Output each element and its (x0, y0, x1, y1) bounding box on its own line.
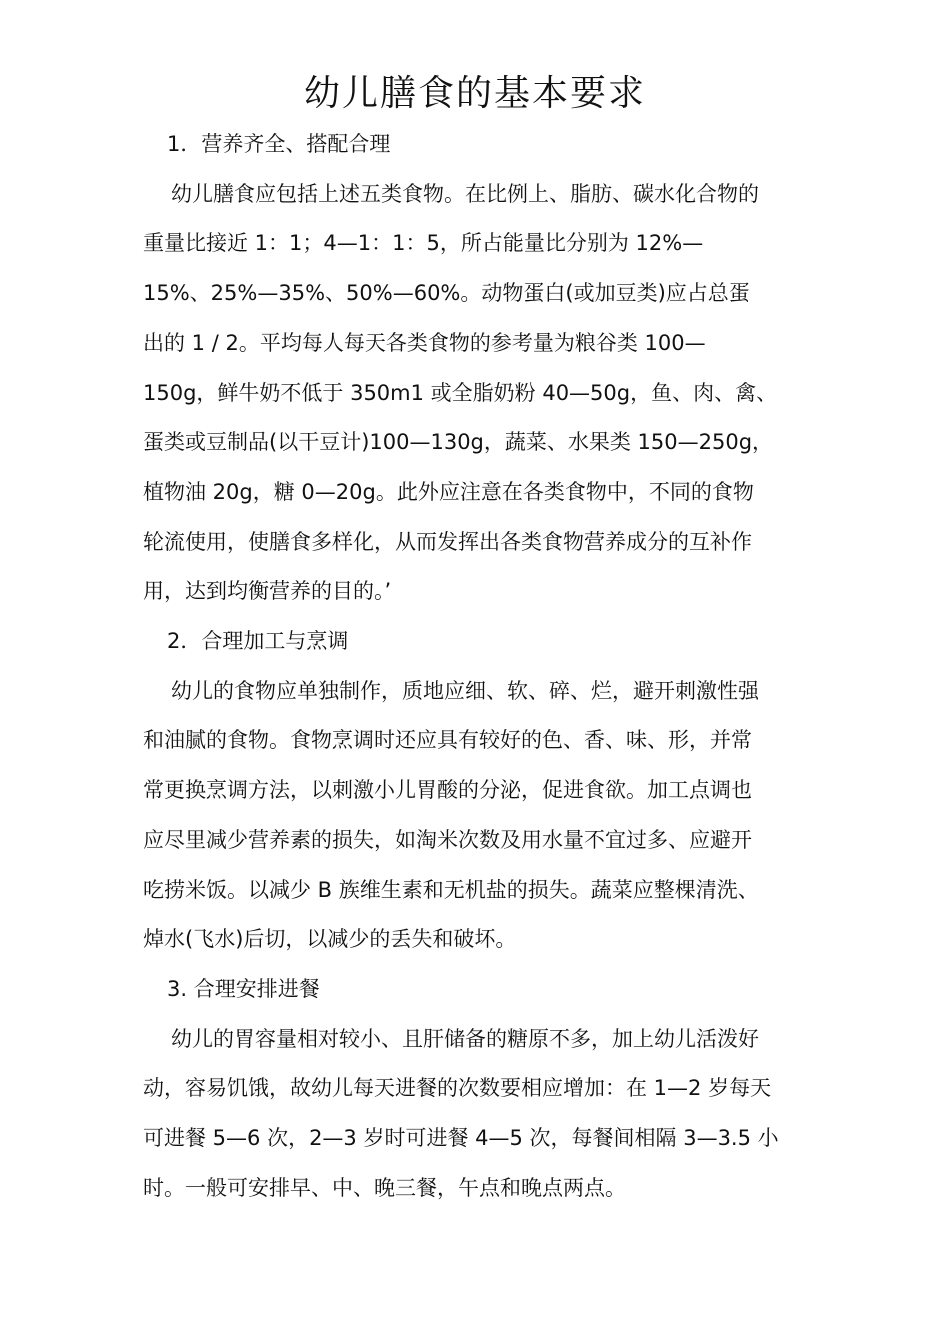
section-paragraph (143, 667, 813, 965)
document-title: 幼儿膳食的基本要求 (303, 73, 646, 114)
paragraph-line: 常更换烹调方法，以刺激小儿胃酸的分泌，促进食欲。加工点调也 (143, 778, 752, 803)
paragraph-line: 幼儿的食物应单独制作，质地应细、软、碎、烂，避开刺激性强 (171, 678, 759, 703)
section-heading: 2．合理加工与烹调 (167, 629, 349, 654)
section-heading: 1．营养齐全、搭配合理 (167, 132, 391, 156)
paragraph-line: 幼儿膳食应包括上述五类食物。在比例上、脂肪、碳水化合物的 (171, 181, 759, 206)
paragraph-line: 应尽里减少营养素的损失，如淘米次数及用水量不宜过多、应避开 (143, 827, 752, 852)
paragraph-line: 动，容易饥饿，故幼儿每天进餐的次数要相应增加：在 1—2 岁每天 (143, 1076, 772, 1101)
section-heading: 3. 合理安排进餐 (167, 976, 320, 1001)
section-processing (143, 617, 813, 965)
paragraph-line: 植物油 20g，糖 0—20g。此外应注意在各类食物中，不同的食物 (143, 479, 754, 504)
section-meals (143, 965, 813, 1214)
paragraph-line: 150g，鲜牛奶不低于 350m1 或全脂奶粉 40—50g，鱼、肉、禽、 (143, 380, 778, 405)
paragraph-line: 重量比接近 1：1；4—1：1：5，所占能量比分别为 12%— (143, 231, 704, 256)
section-paragraph (143, 1015, 813, 1214)
paragraph-line: 蛋类或豆制品(以干豆计)100—130g，蔬菜、水果类 150—250g， (143, 430, 774, 455)
paragraph-line: 吃捞米饭。以减少 B 族维生素和无机盐的损失。蔬菜应整棵清洗、 (143, 877, 759, 902)
paragraph-line: 用，达到均衡营养的目的。’ (143, 579, 392, 604)
paragraph-line: 轮流使用，使膳食多样化，从而发挥出各类食物营养成分的互补作 (143, 529, 752, 554)
paragraph-line: 幼儿的胃容量相对较小、且肝储备的糖原不多，加上幼儿活泼好 (171, 1026, 759, 1051)
paragraph-line: 15%、25%—35%、50%—60%。动物蛋白(或加豆类)应占总蛋 (143, 281, 750, 306)
paragraph-line: 时。一般可安排早、中、晚三餐，午点和晚点两点。 (143, 1175, 626, 1200)
paragraph-line: 焯水(飞水)后切，以减少的丢失和破坏。 (143, 927, 517, 952)
paragraph-line: 可进餐 5—6 次，2—3 岁时可进餐 4—5 次，每餐间相隔 3—3.5 小 (143, 1126, 779, 1151)
paragraph-line: 出的 1 / 2。平均每人每天各类食物的参考量为粮谷类 100— (143, 330, 706, 355)
document-body (143, 120, 813, 1213)
paragraph-line: 和油腻的食物。食物烹调时还应具有较好的色、香、味、形，并常 (143, 728, 752, 753)
section-nutrition (143, 120, 813, 617)
section-paragraph (143, 170, 813, 617)
